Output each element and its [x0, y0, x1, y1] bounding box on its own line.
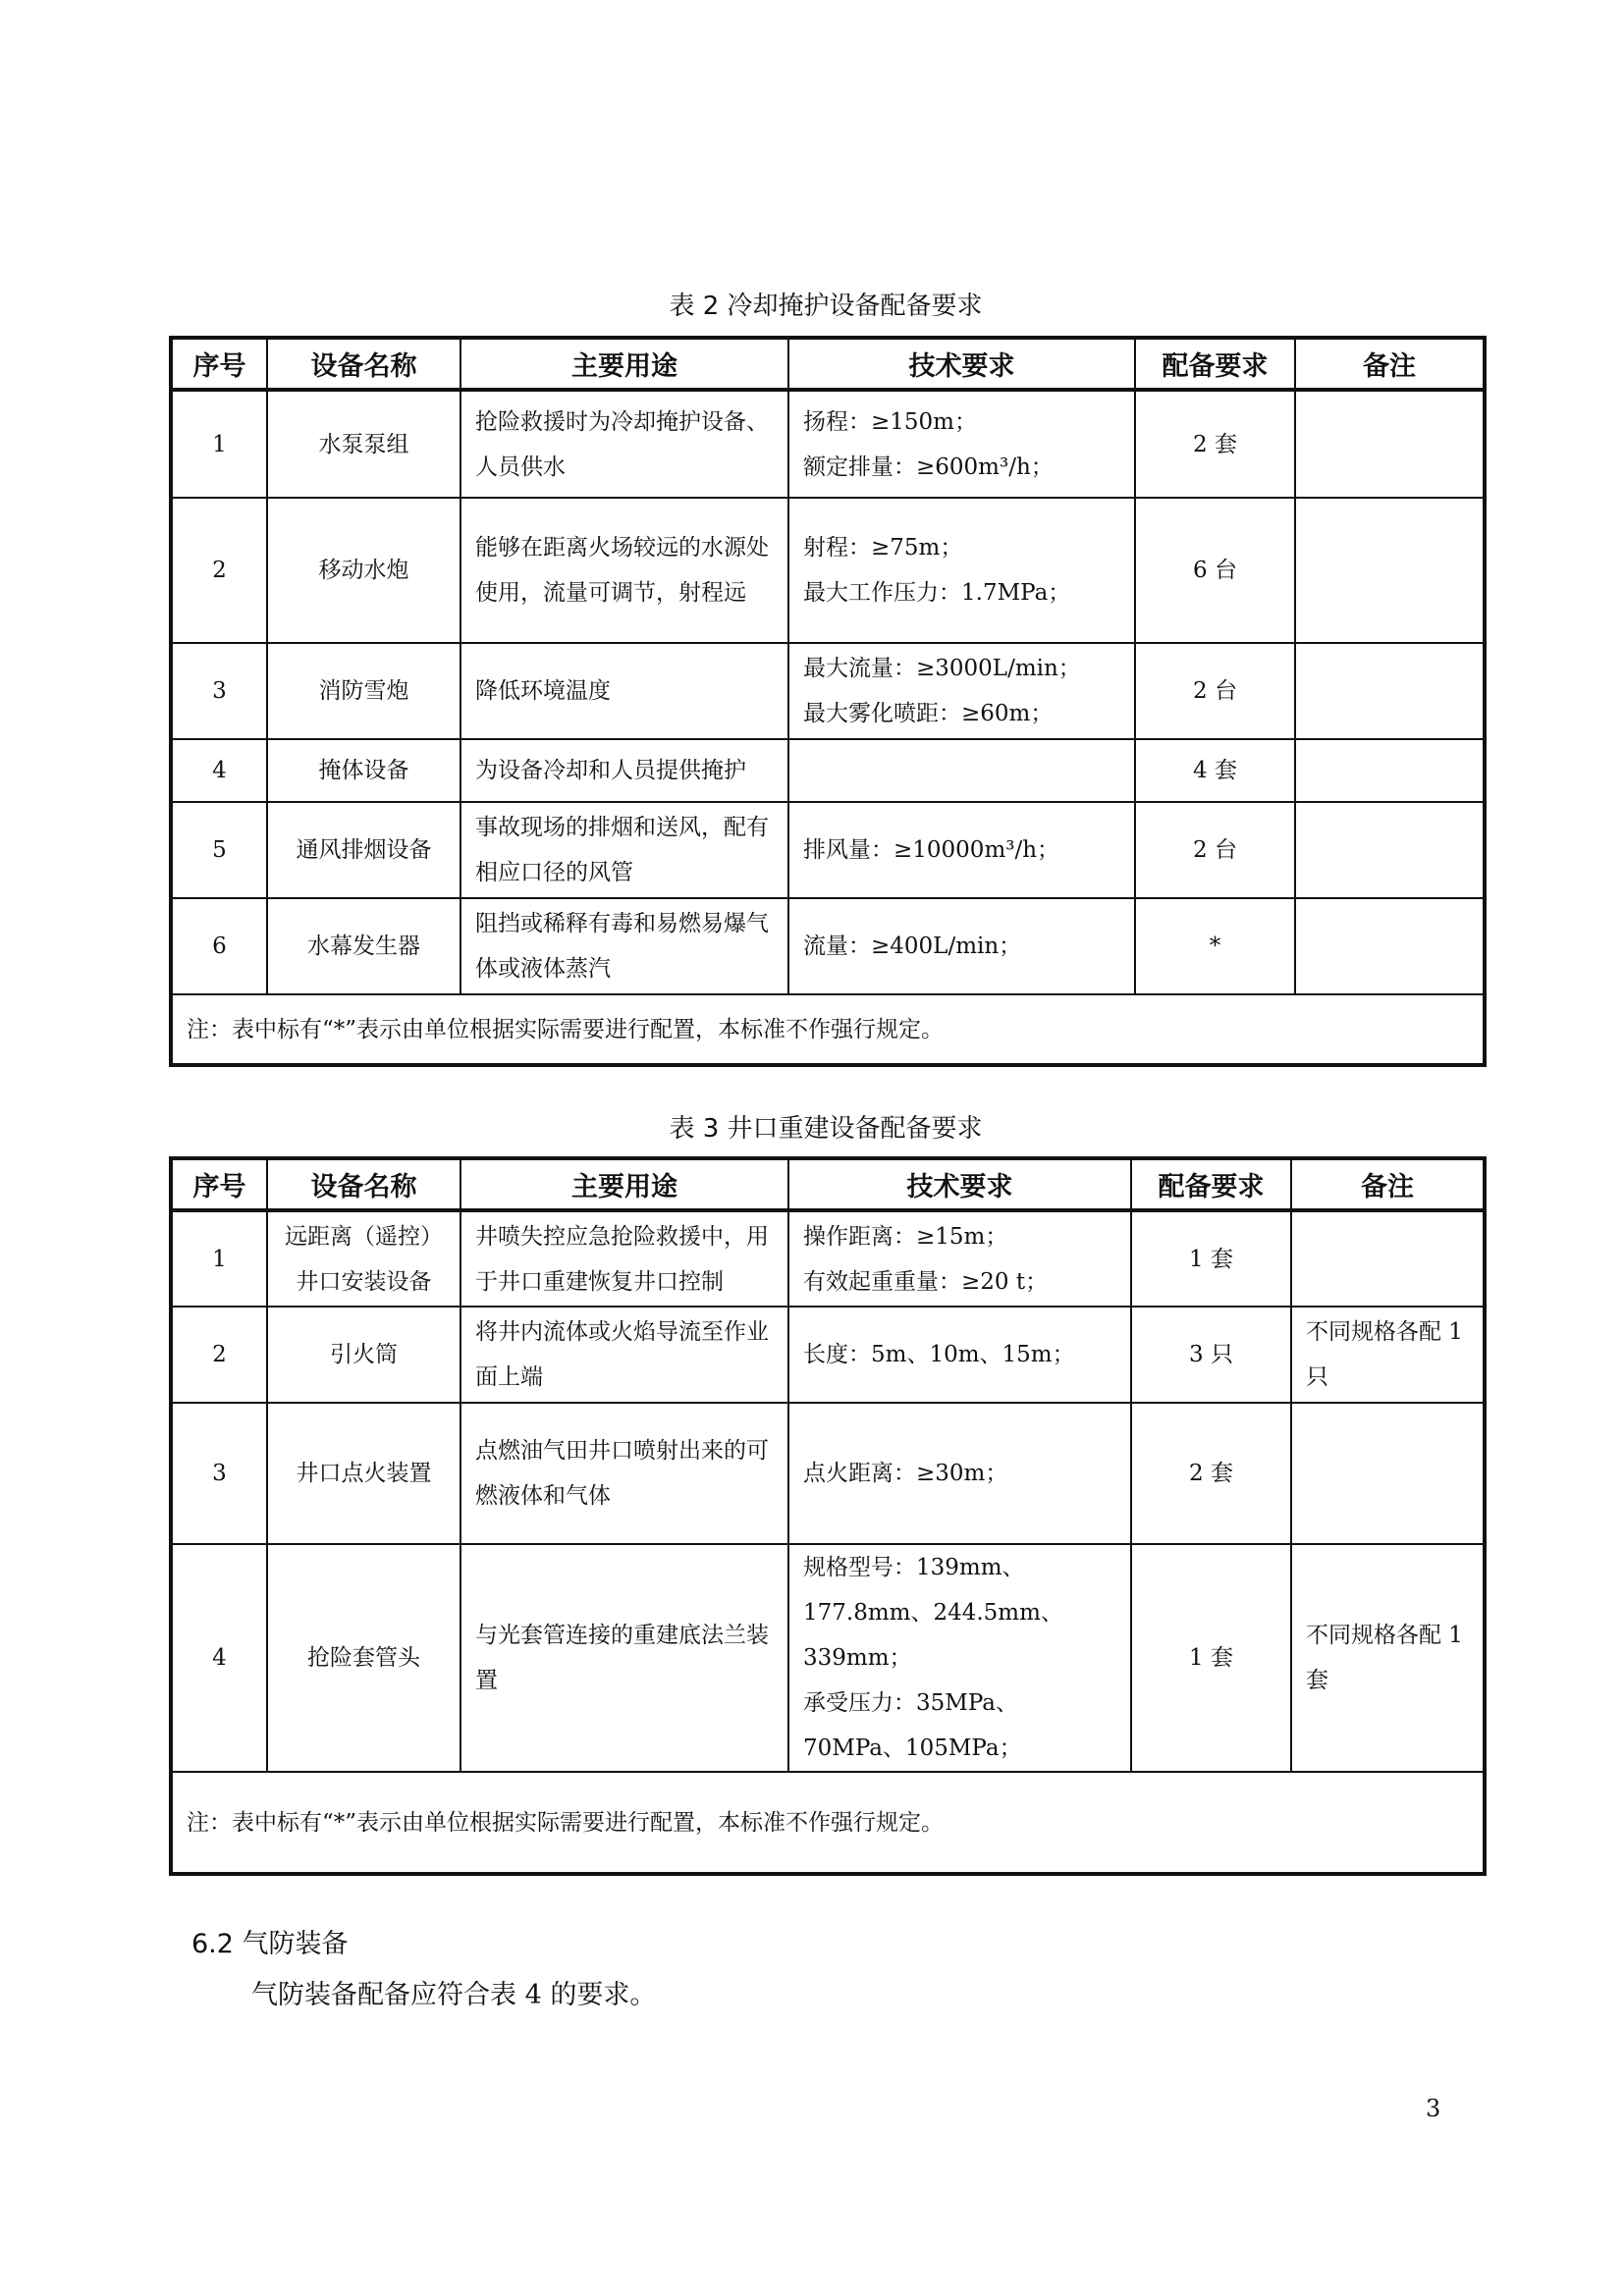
table3-header-no: 序号 [171, 1158, 267, 1210]
tech-line: 点火距离：≥30m； [803, 1461, 1008, 1486]
tech-line: 额定排量：≥600m³/h； [803, 454, 1054, 480]
equipment-qty: 2 套 [1135, 390, 1295, 498]
equipment-remark [1295, 802, 1485, 898]
table-row [171, 1403, 1485, 1544]
tech-line: 最大工作压力：1.7MPa； [803, 580, 1071, 606]
equipment-name: 移动水炮 [267, 498, 460, 643]
tech-line: 承受压力：35MPa、70MPa、105MPa； [803, 1690, 1022, 1761]
row-no: 4 [171, 1544, 267, 1772]
table-note-row [171, 1772, 1485, 1874]
table2-header-no: 序号 [171, 338, 267, 390]
equipment-qty: * [1135, 898, 1295, 994]
equipment-name: 消防雪炮 [267, 643, 460, 739]
equipment-qty: 4 套 [1135, 739, 1295, 802]
table2-note-text: 注：表中标有“*”表示由单位根据实际需要进行配置，本标准不作强行规定。 [187, 1016, 945, 1042]
row-no: 2 [171, 498, 267, 643]
table-row [171, 739, 1485, 802]
tech-requirement [788, 739, 1135, 802]
row-no: 4 [171, 739, 267, 802]
tech-requirement [788, 498, 1135, 643]
equipment-use: 将井内流体或火焰导流至作业面上端 [460, 1307, 788, 1403]
equipment-name: 引火筒 [267, 1307, 460, 1403]
equipment-use: 抢险救援时为冷却掩护设备、人员供水 [460, 390, 788, 498]
equipment-qty: 3 只 [1131, 1307, 1291, 1403]
tech-line: 射程：≥75m； [803, 535, 963, 561]
table2-header-tech: 技术要求 [788, 338, 1135, 390]
table2-header-qty: 配备要求 [1135, 338, 1295, 390]
table3-header-use: 主要用途 [460, 1158, 788, 1210]
table3 [169, 1156, 1487, 1876]
equipment-use: 阻挡或稀释有毒和易燃易爆气体或液体蒸汽 [460, 898, 788, 994]
equipment-name: 掩体设备 [267, 739, 460, 802]
tech-requirement [788, 898, 1135, 994]
tech-requirement [788, 1210, 1131, 1307]
equipment-qty: 2 套 [1131, 1403, 1291, 1544]
equipment-remark [1295, 390, 1485, 498]
table2-header-row [171, 338, 1485, 390]
table-row [171, 390, 1485, 498]
tech-requirement [788, 1307, 1131, 1403]
tech-line: 规格型号：139mm、177.8mm、244.5mm、339mm； [803, 1555, 1063, 1671]
equipment-qty: 1 套 [1131, 1210, 1291, 1307]
equipment-qty: 6 台 [1135, 498, 1295, 643]
equipment-remark [1295, 498, 1485, 643]
table3-header-tech: 技术要求 [788, 1158, 1131, 1210]
equipment-name: 通风排烟设备 [267, 802, 460, 898]
equipment-use: 为设备冷却和人员提供掩护 [460, 739, 788, 802]
equipment-qty: 2 台 [1135, 643, 1295, 739]
table-row [171, 898, 1485, 994]
tech-requirement [788, 1403, 1131, 1544]
table2 [169, 336, 1487, 1067]
row-no: 1 [171, 1210, 267, 1307]
equipment-qty: 2 台 [1135, 802, 1295, 898]
equipment-use: 与光套管连接的重建底法兰装置 [460, 1544, 788, 1772]
tech-line: 流量：≥400L/min； [803, 934, 1022, 959]
equipment-remark [1295, 898, 1485, 994]
table-note-row [171, 994, 1485, 1065]
table-row [171, 643, 1485, 739]
table-row [171, 1307, 1485, 1403]
table2-note [171, 994, 1485, 1065]
equipment-use: 能够在距离火场较远的水源处使用，流量可调节，射程远 [460, 498, 788, 643]
row-no: 2 [171, 1307, 267, 1403]
table2-header-remark: 备注 [1295, 338, 1485, 390]
equipment-use: 事故现场的排烟和送风，配有相应口径的风管 [460, 802, 788, 898]
equipment-remark: 不同规格各配 1 只 [1291, 1307, 1485, 1403]
tech-requirement [788, 643, 1135, 739]
equipment-use: 井喷失控应急抢险救援中，用于井口重建恢复井口控制 [460, 1210, 788, 1307]
equipment-name: 水幕发生器 [267, 898, 460, 994]
tech-line: 最大雾化喷距：≥60m； [803, 701, 1054, 726]
equipment-remark [1291, 1403, 1485, 1544]
tech-requirement [788, 1544, 1131, 1772]
equipment-name: 抢险套管头 [267, 1544, 460, 1772]
equipment-use: 降低环境温度 [460, 643, 788, 739]
equipment-remark [1295, 643, 1485, 739]
tech-line: 有效起重重量：≥20 t； [803, 1268, 1049, 1295]
row-no: 5 [171, 802, 267, 898]
table-row [171, 498, 1485, 643]
equipment-name: 井口点火装置 [267, 1403, 460, 1544]
tech-requirement [788, 802, 1135, 898]
table3-header-row [171, 1158, 1485, 1210]
equipment-use: 点燃油气田井口喷射出来的可燃液体和气体 [460, 1403, 788, 1544]
tech-line: 最大流量：≥3000L/min； [803, 656, 1081, 681]
row-no: 1 [171, 390, 267, 498]
equipment-remark: 不同规格各配 1 套 [1291, 1544, 1485, 1772]
table3-header-remark: 备注 [1291, 1158, 1485, 1210]
table2-header-use: 主要用途 [460, 338, 788, 390]
row-no: 3 [171, 1403, 267, 1544]
tech-line: 长度：5m、10m、15m； [803, 1342, 1075, 1367]
tech-line: 排风量：≥10000m³/h； [803, 837, 1060, 863]
row-no: 6 [171, 898, 267, 994]
table-row [171, 802, 1485, 898]
table3-note [171, 1772, 1485, 1874]
tech-requirement [788, 390, 1135, 498]
table-row [171, 1544, 1485, 1772]
table3-header-qty: 配备要求 [1131, 1158, 1291, 1210]
equipment-remark [1291, 1210, 1485, 1307]
equipment-remark [1295, 739, 1485, 802]
section-heading: 6.2 气防装备 [191, 1929, 349, 1959]
section-paragraph: 气防装备配备应符合表 4 的要求。 [251, 1980, 657, 2010]
page-number: 3 [1426, 2095, 1441, 2122]
tech-line: 操作距离：≥15m； [803, 1223, 1008, 1250]
table3-header-name: 设备名称 [267, 1158, 460, 1210]
table2-caption: 表 2 冷却掩护设备配备要求 [669, 292, 983, 321]
table2-header-name: 设备名称 [267, 338, 460, 390]
table-row [171, 1210, 1485, 1307]
tech-line: 扬程：≥150m； [803, 408, 977, 435]
equipment-qty: 1 套 [1131, 1544, 1291, 1772]
table3-caption: 表 3 井口重建设备配备要求 [669, 1114, 983, 1144]
table3-note-text: 注：表中标有“*”表示由单位根据实际需要进行配置，本标准不作强行规定。 [187, 1809, 945, 1836]
equipment-name: 水泵泵组 [267, 390, 460, 498]
row-no: 3 [171, 643, 267, 739]
equipment-name: 远距离（遥控）井口安装设备 [267, 1210, 460, 1307]
